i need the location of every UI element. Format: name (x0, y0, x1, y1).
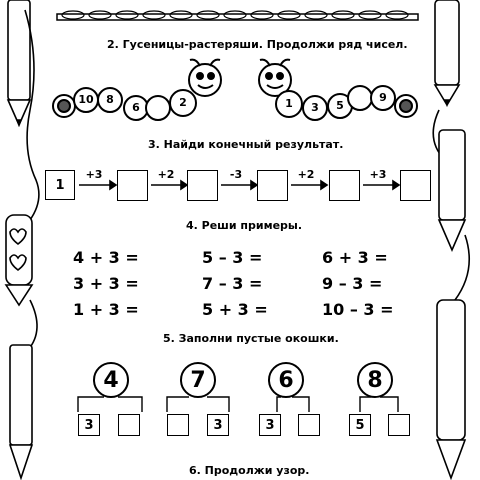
example-c2-r1: 5 – 3 = (202, 248, 263, 267)
example-c3-r2: 9 – 3 = (322, 274, 383, 293)
task3-title: 3. Найди конечный результат. (148, 138, 344, 151)
caterpillar-left-value-1: 10 (78, 93, 94, 106)
house-4-top-number: 8 (357, 362, 393, 398)
caterpillar-right-value-3: 5 (336, 99, 344, 112)
house-3-left-box: 3 (259, 414, 281, 436)
chain-op-5: +3 (369, 168, 387, 181)
caterpillar-right-value-4: 9 (379, 91, 387, 104)
house-2-top-number: 7 (180, 362, 216, 398)
house-3-top-number: 6 (268, 362, 304, 398)
example-c1-r1: 4 + 3 = (73, 248, 139, 267)
example-c3-r1: 6 + 3 = (322, 248, 388, 267)
chain-op-1: +3 (85, 168, 103, 181)
house-4-right-box[interactable] (388, 414, 410, 436)
caterpillar-left-value-3: 6 (132, 101, 140, 114)
caterpillar-left-value-2: 8 (106, 93, 114, 106)
example-c3-r3: 10 – 3 = (322, 300, 394, 319)
task5-title: 5. Заполни пустые окошки. (163, 332, 339, 345)
chain-op-2: +2 (157, 168, 175, 181)
chain-op-4: +2 (297, 168, 315, 181)
house-1-top-number: 4 (93, 362, 129, 398)
house-1-left-box: 3 (78, 414, 100, 436)
house-2-right-box: 3 (207, 414, 229, 436)
caterpillar-right-value-1: 1 (285, 97, 293, 110)
house-3-right-box[interactable] (298, 414, 320, 436)
example-c2-r2: 7 – 3 = (202, 274, 263, 293)
example-c1-r3: 1 + 3 = (73, 300, 139, 319)
task2-title: 2. Гусеницы-растеряши. Продолжи ряд чисел. (107, 38, 408, 51)
chain-op-3: -3 (229, 168, 243, 181)
example-c2-r3: 5 + 3 = (202, 300, 268, 319)
caterpillar-left-value-4: 2 (179, 96, 187, 109)
house-4-left-box: 5 (349, 414, 371, 436)
task4-title: 4. Реши примеры. (186, 219, 303, 232)
house-1-right-box[interactable] (118, 414, 140, 436)
example-c1-r2: 3 + 3 = (73, 274, 139, 293)
task6-title: 6. Продолжи узор. (189, 464, 310, 477)
caterpillar-right-value-2: 3 (311, 101, 319, 114)
chain-start-box: 1 (45, 170, 75, 200)
house-2-left-box[interactable] (167, 414, 189, 436)
